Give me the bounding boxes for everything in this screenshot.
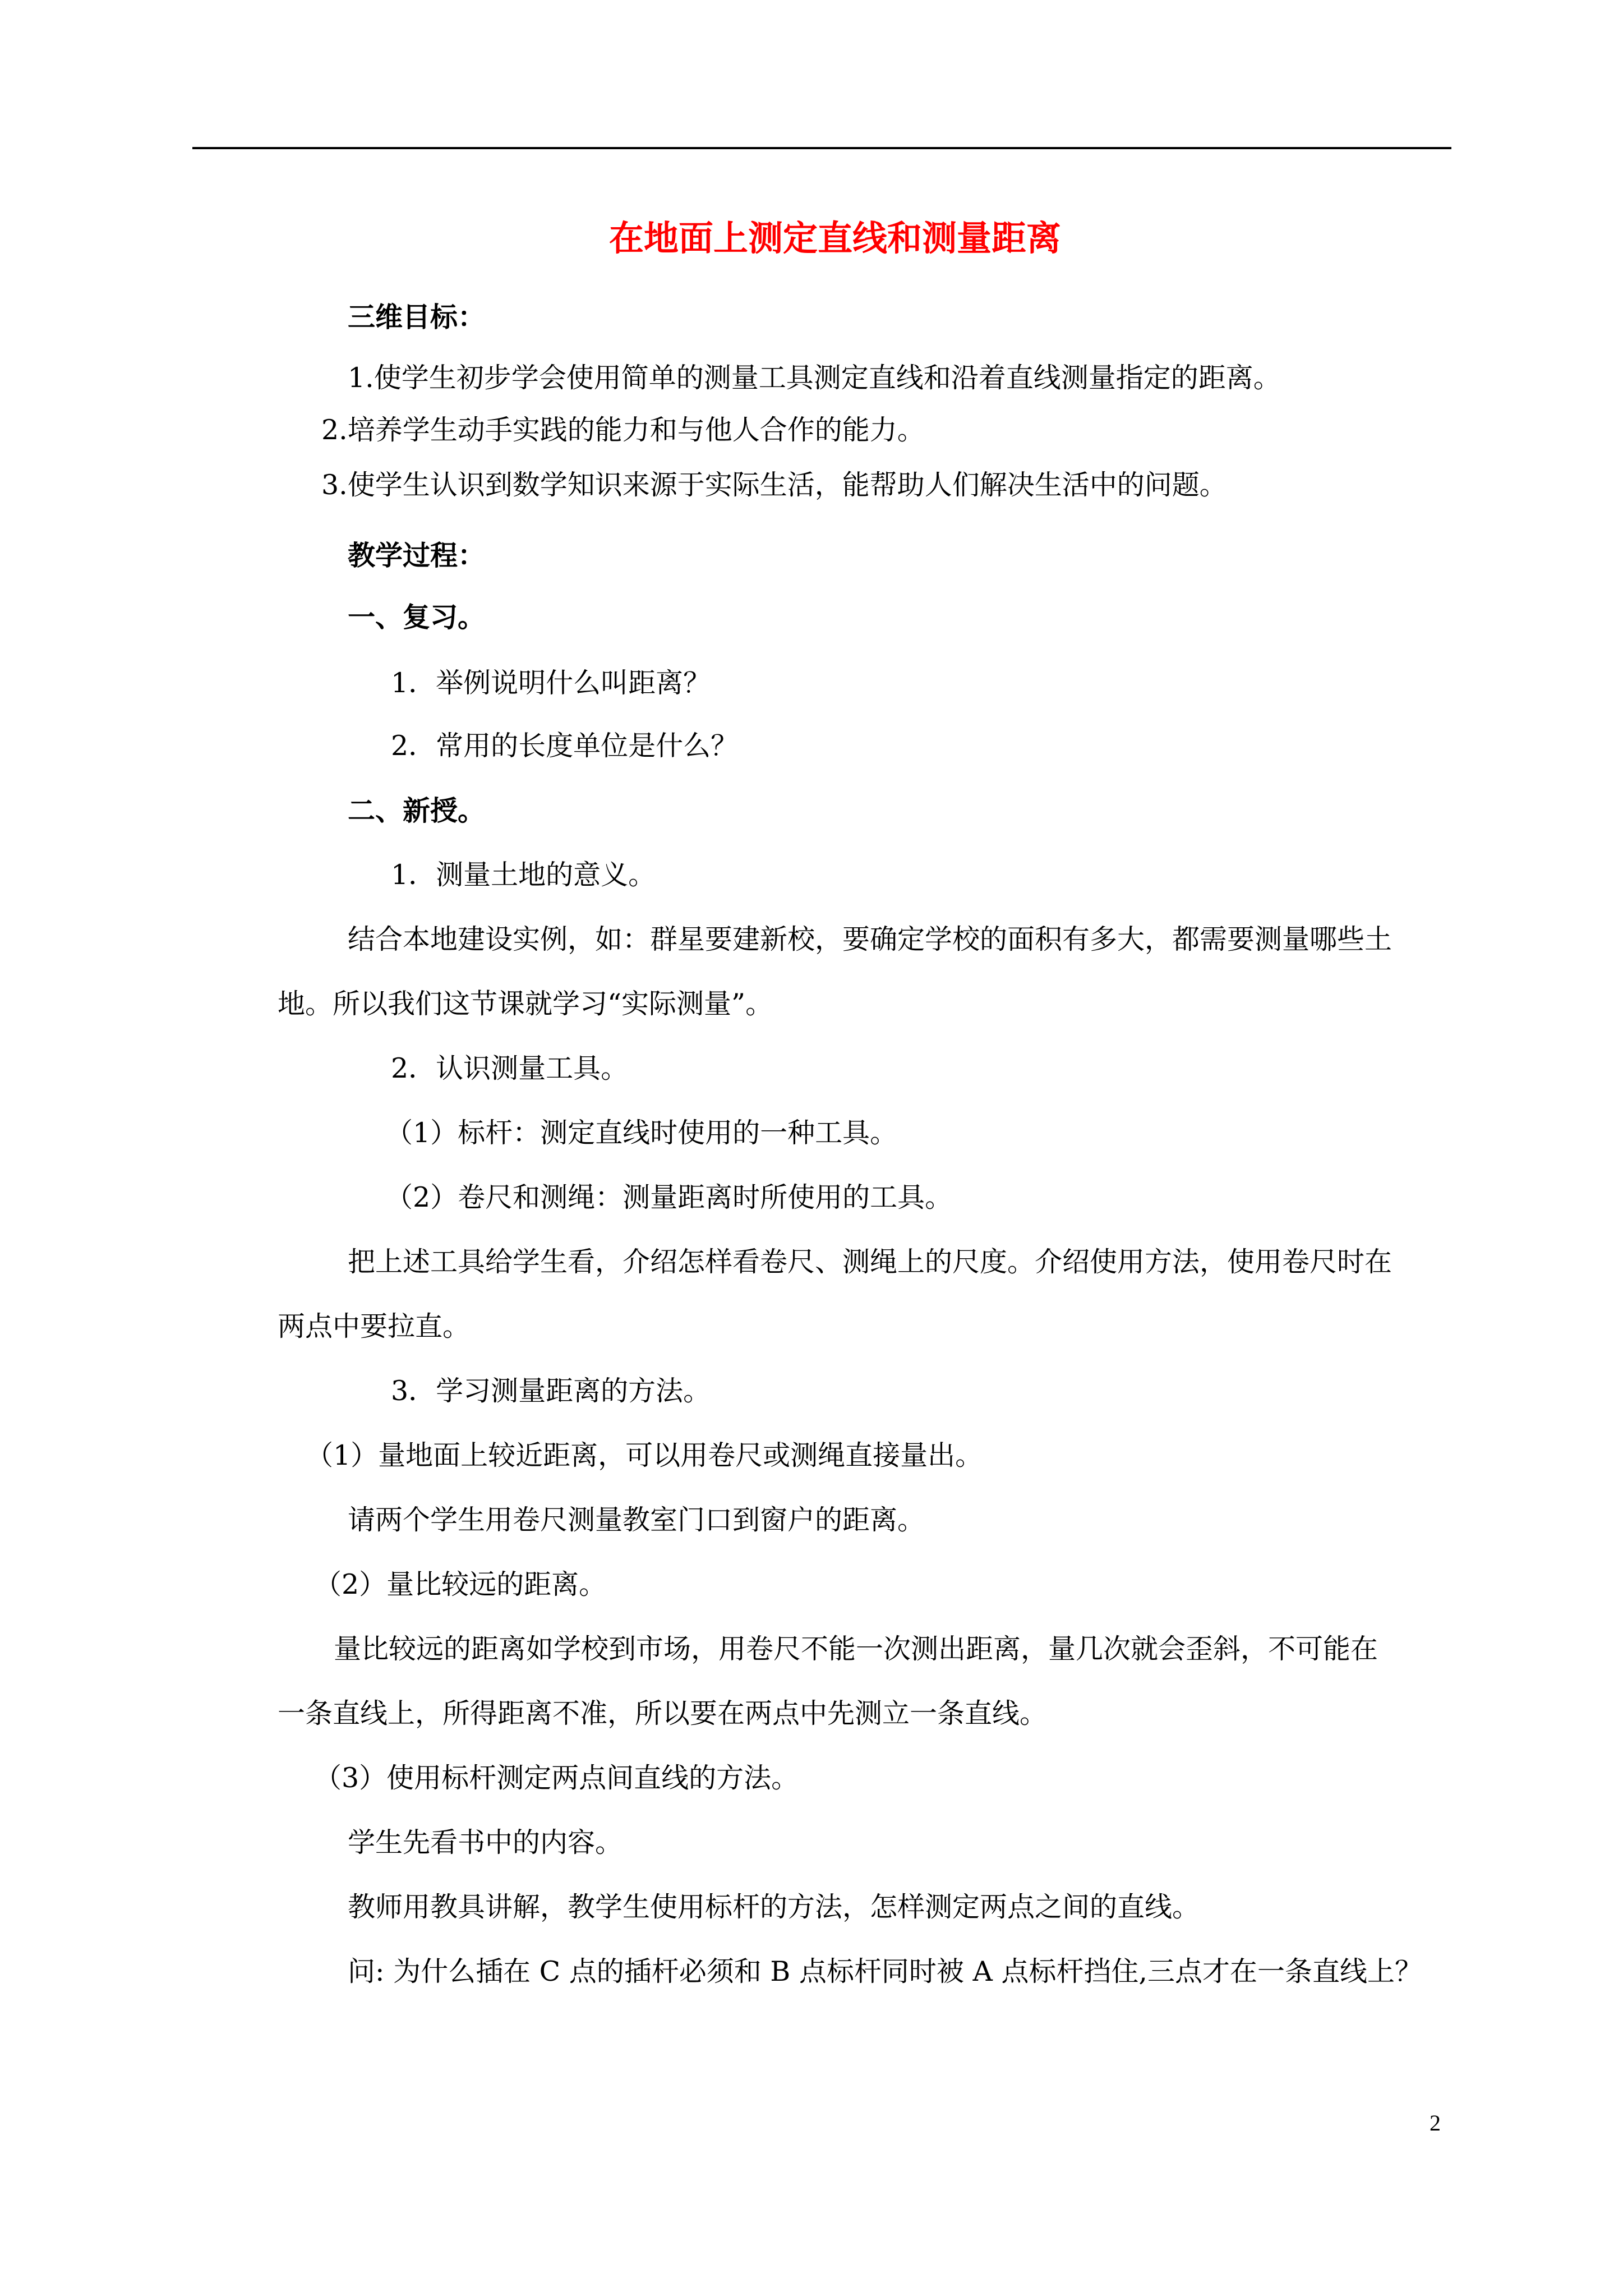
section-1-title: 1．测量土地的意义。 [391, 859, 656, 891]
section-3-title: 3．学习测量距离的方法。 [391, 1375, 711, 1407]
section-1-text-line-2: 地。所以我们这节课就学习“实际测量”。 [278, 988, 773, 1020]
process-heading: 教学过程： [348, 539, 486, 572]
section-3-3-text-line-1: 学生先看书中的内容。 [348, 1826, 623, 1858]
section-3-3-question: 问: 为什么插在 C 点的插杆必须和 B 点标杆同时被 A 点标杆挡住,三点才在一条直线上？ [348, 1955, 1423, 1987]
section-1-text-line-1: 结合本地建设实例，如：群星要建新校，要确定学校的面积有多大，都需要测量哪些土 [348, 923, 1393, 955]
section-2-text-line-2: 两点中要拉直。 [278, 1310, 471, 1342]
section-2-item-1: （1）标杆：测定直线时使用的一种工具。 [385, 1117, 898, 1149]
section-3-3-heading: （3）使用标杆测定两点间直线的方法。 [314, 1762, 799, 1794]
section-3-2-heading: （2）量比较远的距离。 [314, 1568, 607, 1600]
section-3-3-text-line-2: 教师用教具讲解，教学生使用标杆的方法，怎样测定两点之间的直线。 [348, 1891, 1200, 1923]
header-rule [192, 147, 1451, 149]
section-3-2-text-line-2: 一条直线上，所得距离不准，所以要在两点中先测立一条直线。 [278, 1697, 1048, 1729]
goals-heading: 三维目标： [348, 301, 486, 333]
section-2-item-2: （2）卷尺和测绳：测量距离时所使用的工具。 [385, 1181, 953, 1213]
section-3-1-text: 请两个学生用卷尺测量教室门口到窗户的距离。 [348, 1504, 925, 1536]
section-2-title: 2．认识测量工具。 [391, 1052, 629, 1084]
document-title: 在地面上测定直线和测量距离 [609, 218, 1062, 259]
goal-item-1: 1.使学生初步学会使用简单的测量工具测定直线和沿着直线测量指定的距离。 [348, 362, 1281, 394]
new-lesson-heading: 二、新授。 [348, 794, 486, 827]
review-item-2: 2．常用的长度单位是什么？ [391, 730, 739, 762]
page-number: 2 [1430, 2110, 1441, 2136]
review-item-1: 1．举例说明什么叫距离？ [391, 667, 711, 699]
section-3-2-text-line-1: 量比较远的距离如学校到市场，用卷尺不能一次测出距离，量几次就会歪斜，不可能在 [334, 1633, 1378, 1665]
review-heading: 一、复习。 [348, 601, 486, 633]
section-2-text-line-1: 把上述工具给学生看，介绍怎样看卷尺、测绳上的尺度。介绍使用方法，使用卷尺时在 [348, 1246, 1393, 1278]
goal-item-2: 2.培养学生动手实践的能力和与他人合作的能力。 [321, 414, 925, 446]
section-3-1-heading: （1）量地面上较近距离，可以用卷尺或测绳直接量出。 [306, 1439, 983, 1471]
goal-item-3: 3.使学生认识到数学知识来源于实际生活，能帮助人们解决生活中的问题。 [321, 469, 1227, 501]
